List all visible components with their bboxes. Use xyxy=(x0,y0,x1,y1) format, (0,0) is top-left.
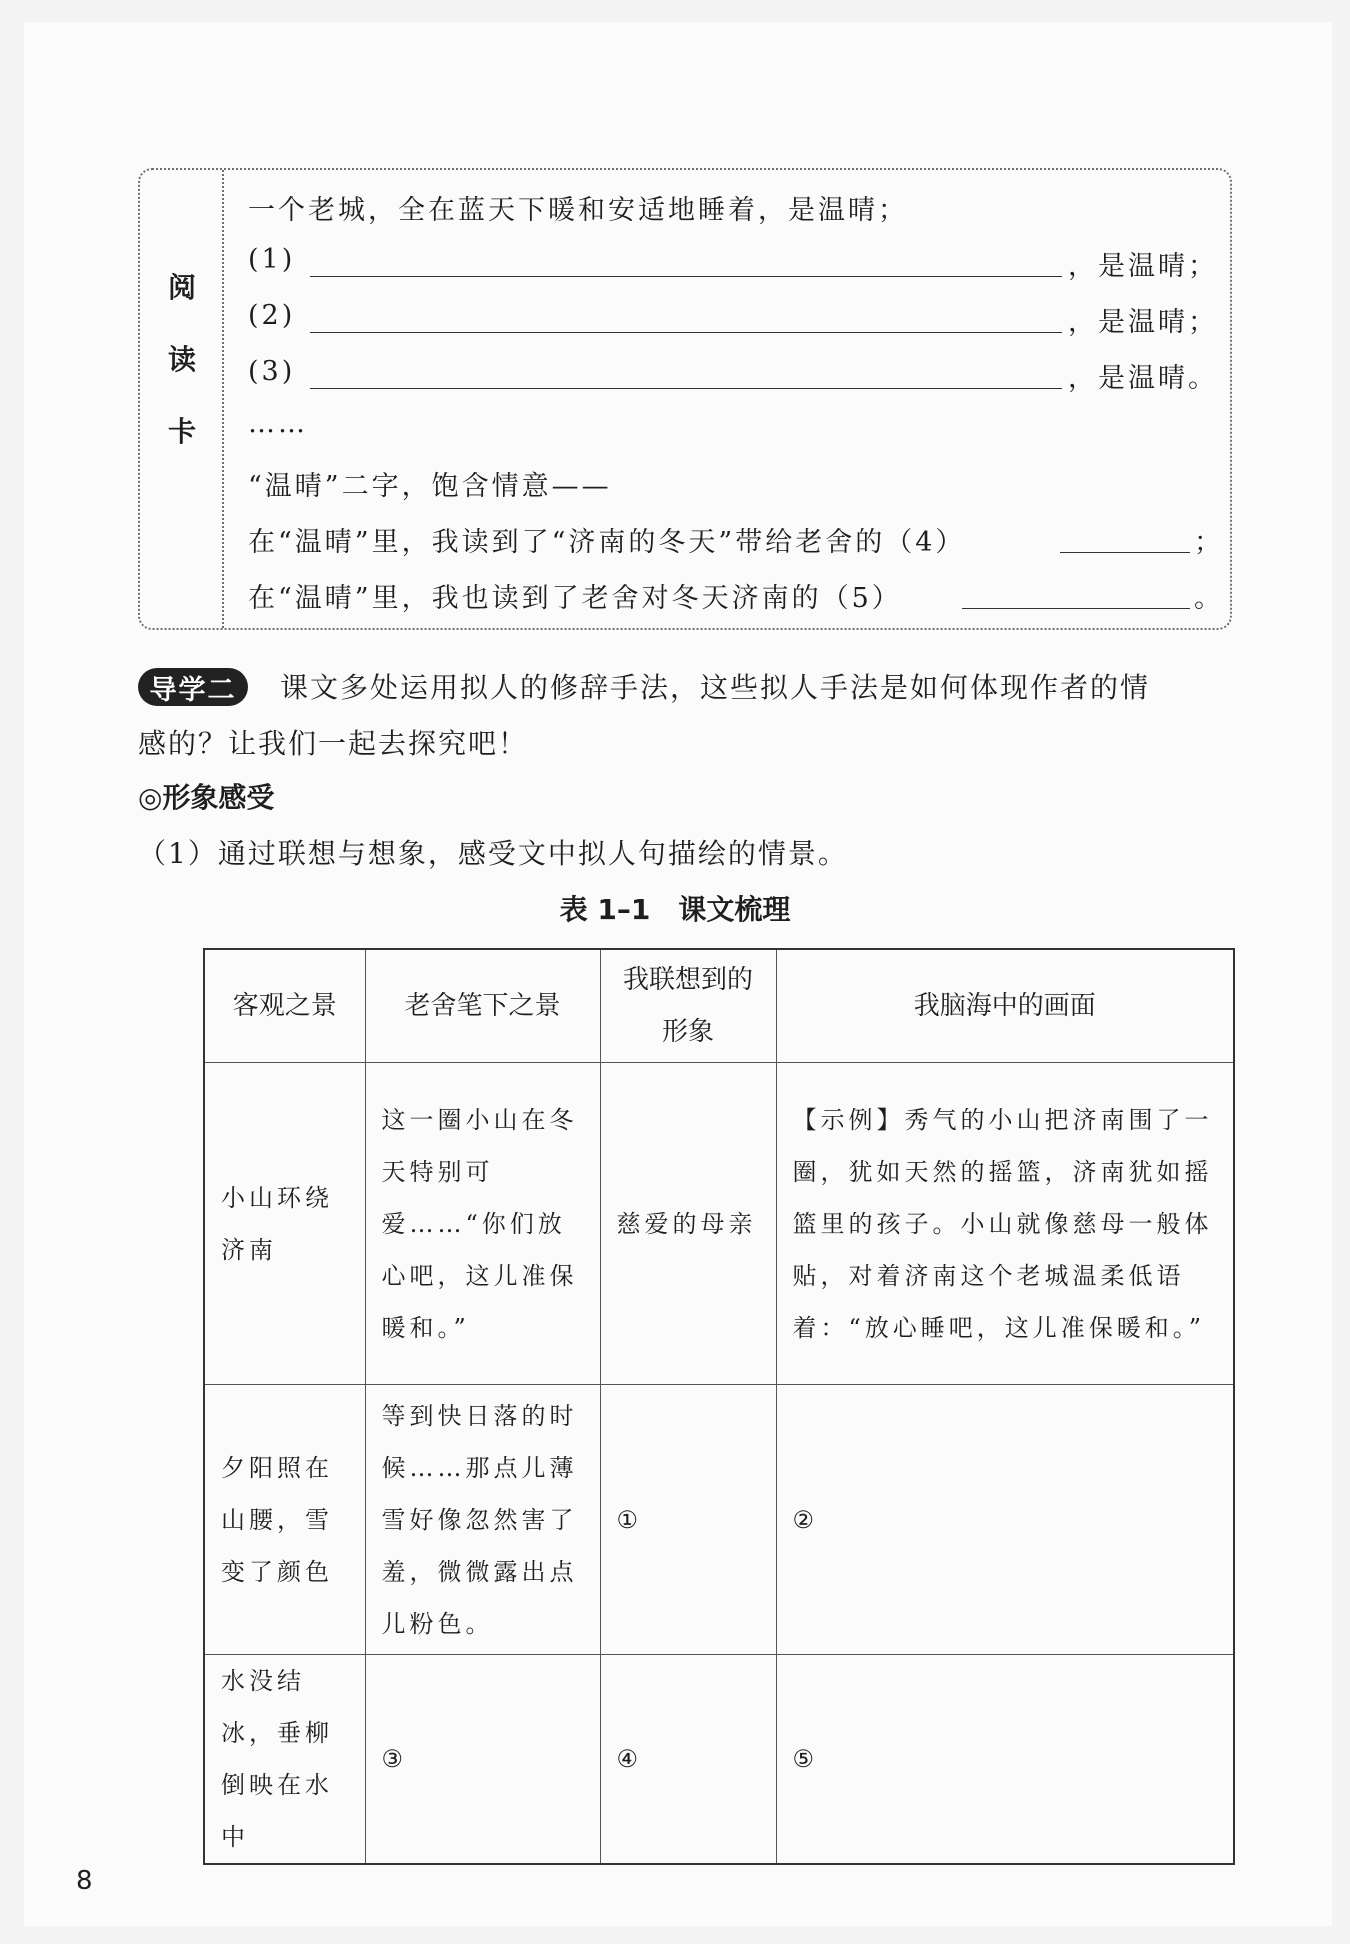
card-line-4: 在“温晴”里，我读到了“济南的冬天”带给老舍的（4） xyxy=(248,527,966,558)
header-image: 我联想到的形象 xyxy=(600,949,776,1063)
row2-objective: 夕阳照在山腰，雪变了颜色 xyxy=(204,1385,365,1655)
header-objective: 客观之景 xyxy=(204,949,365,1063)
row2-scene-blank[interactable]: ② xyxy=(776,1385,1234,1655)
card-intro: 一个老城，全在蓝天下暖和安适地睡着，是温晴； xyxy=(248,195,908,226)
card-title-char-1: 阅 xyxy=(167,271,196,304)
card-item-4-blank[interactable] xyxy=(1060,552,1190,553)
row3-image-blank[interactable]: ④ xyxy=(600,1655,776,1865)
header-laoshe: 老舍笔下之景 xyxy=(365,949,600,1063)
reading-card-side xyxy=(140,170,224,628)
table-caption: 表 1–1 课文梳理 xyxy=(559,893,791,926)
row2-laoshe: 等到快日落的时候……那点儿薄雪好像忽然害了羞，微微露出点儿粉色。 xyxy=(365,1385,600,1655)
table-row xyxy=(204,1385,1234,1655)
guide-text-line-2: 感的？让我们一起去探究吧！ xyxy=(138,727,529,760)
row3-objective: 水没结冰，垂柳倒映在水中 xyxy=(204,1655,365,1865)
card-item-3-blank[interactable] xyxy=(310,388,1062,389)
row1-laoshe: 这一圈小山在冬天特别可爱……“你们放心吧，这儿准保暖和。” xyxy=(365,1063,600,1385)
card-item-1-suffix: ，是温晴； xyxy=(1068,251,1218,282)
card-item-3-suffix: ，是温晴。 xyxy=(1068,363,1218,394)
card-item-2-blank[interactable] xyxy=(310,332,1062,333)
card-line-4-suffix: ； xyxy=(1194,527,1224,558)
row2-image-blank[interactable]: ① xyxy=(600,1385,776,1655)
table-header-row xyxy=(204,949,1234,1063)
guide-text-line-1: 课文多处运用拟人的修辞手法，这些拟人手法是如何体现作者的情 xyxy=(280,671,1151,704)
row3-scene-blank[interactable]: ⑤ xyxy=(776,1655,1234,1865)
card-item-2-num: (2) xyxy=(248,300,296,331)
table-row xyxy=(204,1063,1234,1385)
page-number: 8 xyxy=(76,1866,93,1896)
card-item-1-blank[interactable] xyxy=(310,276,1062,277)
row1-scene: 【示例】秀气的小山把济南围了一圈，犹如天然的摇篮，济南犹如摇篮里的孩子。小山就像慈母一般体贴，对着济南这个老城温柔低语着：“放心睡吧，这儿准保暖和。” xyxy=(776,1063,1234,1385)
card-item-2-suffix: ，是温晴； xyxy=(1068,307,1218,338)
row1-image: 慈爱的母亲 xyxy=(600,1063,776,1385)
card-line-5: 在“温晴”里，我也读到了老舍对冬天济南的（5） xyxy=(248,583,902,614)
section-title: ◎形象感受 xyxy=(138,781,275,814)
card-title-char-2: 读 xyxy=(167,343,196,376)
card-item-5-blank[interactable] xyxy=(962,608,1190,609)
section-task: （1）通过联想与想象，感受文中拟人句描绘的情景。 xyxy=(138,837,848,870)
table-row xyxy=(204,1655,1234,1865)
card-ellipsis: …… xyxy=(248,408,308,439)
card-line-5-suffix: 。 xyxy=(1194,583,1224,614)
reading-card xyxy=(138,168,1232,630)
guide-badge: 导学二 xyxy=(138,668,248,706)
row1-objective: 小山环绕济南 xyxy=(204,1063,365,1385)
card-item-3-num: (3) xyxy=(248,356,296,387)
card-title-char-3: 卡 xyxy=(167,415,196,448)
card-item-1-num: (1) xyxy=(248,244,296,275)
row3-laoshe-blank[interactable]: ③ xyxy=(365,1655,600,1865)
review-table xyxy=(203,948,1235,1865)
header-scene: 我脑海中的画面 xyxy=(776,949,1234,1063)
card-summary: “温晴”二字，饱含情意—— xyxy=(248,471,612,502)
